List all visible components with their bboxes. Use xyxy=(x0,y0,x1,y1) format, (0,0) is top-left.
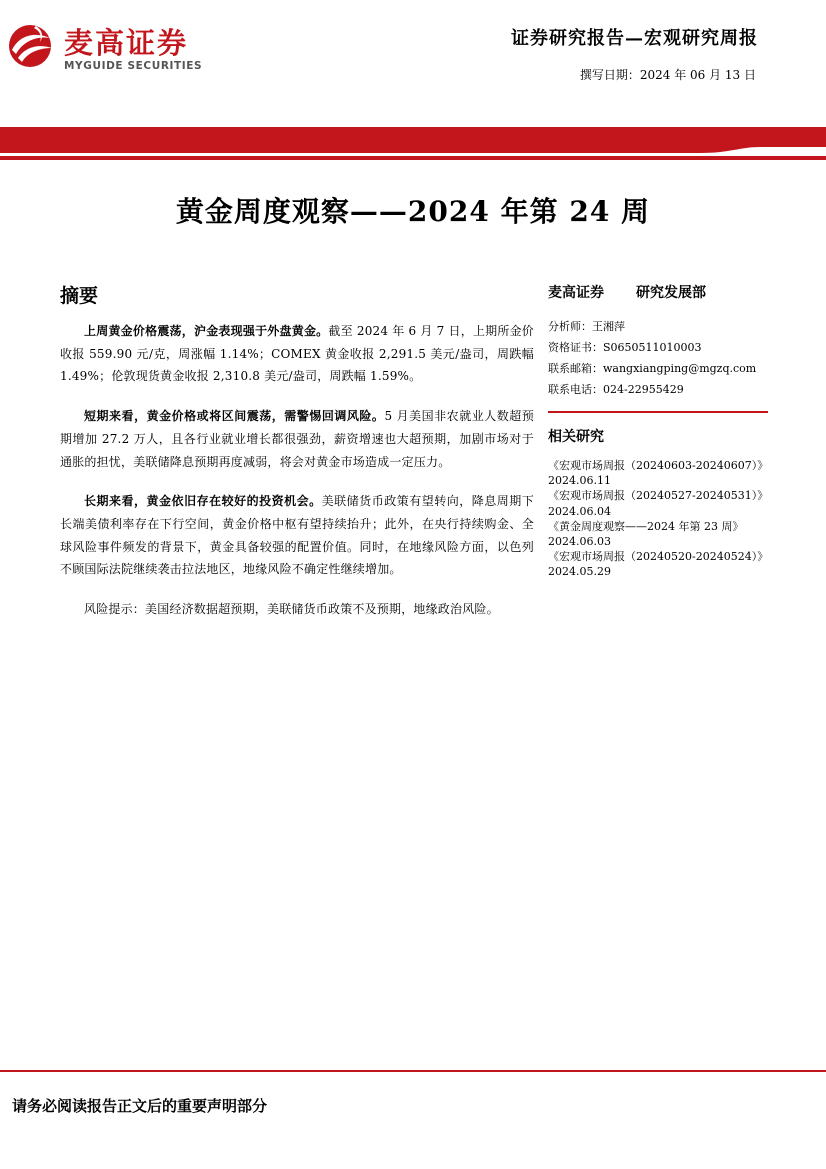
firm-department-line xyxy=(548,282,770,302)
summary-heading: 摘要 xyxy=(60,285,99,307)
sidebar-divider xyxy=(548,411,768,413)
footer-divider xyxy=(0,1070,826,1072)
summary-body xyxy=(60,320,534,638)
summary-paragraph-text: 风险提示：美国经济数据超预期，美联储货币政策不及预期，地缘政治风险。 xyxy=(84,602,499,617)
report-date: 撰写日期：2024 年 06 月 13 日 xyxy=(579,68,756,82)
analyst-email: 联系邮箱：wangxiangping@mgzq.com xyxy=(548,362,757,375)
analyst-info xyxy=(548,316,770,400)
firm-name: 麦高证券 xyxy=(548,285,604,301)
related-research-heading: 相关研究 xyxy=(548,429,604,445)
summary-paragraph-lead: 短期来看，黄金价格或将区间震荡，需警惕回调风险。 xyxy=(84,409,385,424)
summary-paragraph-text: 美联储货币政策有望转向，降息周期下长端美债利率存在下行空间，黄金价格中枢有望持续抬升；此外，在央行持续购金、全球风险事件频发的背景下，黄金具备较强的配置价值。同时，在地缘风险方面，以色列不顾国际法院继续袭击拉法地区，地缘风险不确定性继续增加。 xyxy=(60,494,534,577)
summary-paragraph xyxy=(60,490,534,581)
summary-paragraph-lead: 上周黄金价格震荡，沪金表现强于外盘黄金。 xyxy=(84,324,329,338)
summary-paragraph xyxy=(60,405,534,473)
report-title: 黄金周度观察——2024 年第 24 周 xyxy=(175,195,651,228)
logo-mark-icon xyxy=(6,20,56,70)
related-research-item[interactable]: 《宏观市场周报（20240520-20240524）》2024.05.29 xyxy=(548,550,769,579)
related-research-list xyxy=(548,458,770,580)
summary-paragraph-text: 5 月美国非农就业人数超预期增加 27.2 万人，且各行业就业增长都很强劲，薪资增速也大超预期，加剧市场对于通胀的担忧，美联储降息预期再度减弱，将会对黄金市场造成一定压力。 xyxy=(60,409,534,469)
report-type: 证券研究报告—宏观研究周报 xyxy=(511,28,758,49)
analyst-phone: 联系电话：024-22955429 xyxy=(548,383,684,396)
summary-paragraph xyxy=(60,320,534,388)
company-logo xyxy=(6,20,221,80)
summary-paragraph-lead: 长期来看，黄金依旧存在较好的投资机会。 xyxy=(84,494,322,509)
department-name: 研究发展部 xyxy=(636,285,706,301)
summary-paragraph-text: 截至 2024 年 6 月 7 日，上期所金价收报 559.90 元/克，周涨幅 1.14%；COMEX 黄金收报 2,291.5 美元/盎司，周跌幅 1.49%；伦敦现货黄金收报 2,310.8 美元/盎司，周跌幅 1.59%。 xyxy=(60,324,534,384)
related-research-item[interactable]: 《黄金周度观察——2024 年第 23 周》2024.06.03 xyxy=(548,519,744,549)
header-banner xyxy=(0,123,826,163)
footer-disclaimer: 请务必阅读报告正文后的重要声明部分 xyxy=(12,1097,268,1115)
analyst-certificate: 资格证书：S0650511010003 xyxy=(548,341,702,354)
logo-text-en: MYGUIDE SECURITIES xyxy=(64,60,203,72)
risk-warning xyxy=(60,598,534,621)
analyst-name: 分析师：王湘萍 xyxy=(548,320,625,333)
logo-text-cn: 麦高证券 xyxy=(64,26,189,60)
related-research-item[interactable]: 《宏观市场周报（20240603-20240607）》2024.06.11 xyxy=(548,459,769,488)
related-research-item[interactable]: 《宏观市场周报（20240527-20240531）》2024.06.04 xyxy=(548,489,769,518)
